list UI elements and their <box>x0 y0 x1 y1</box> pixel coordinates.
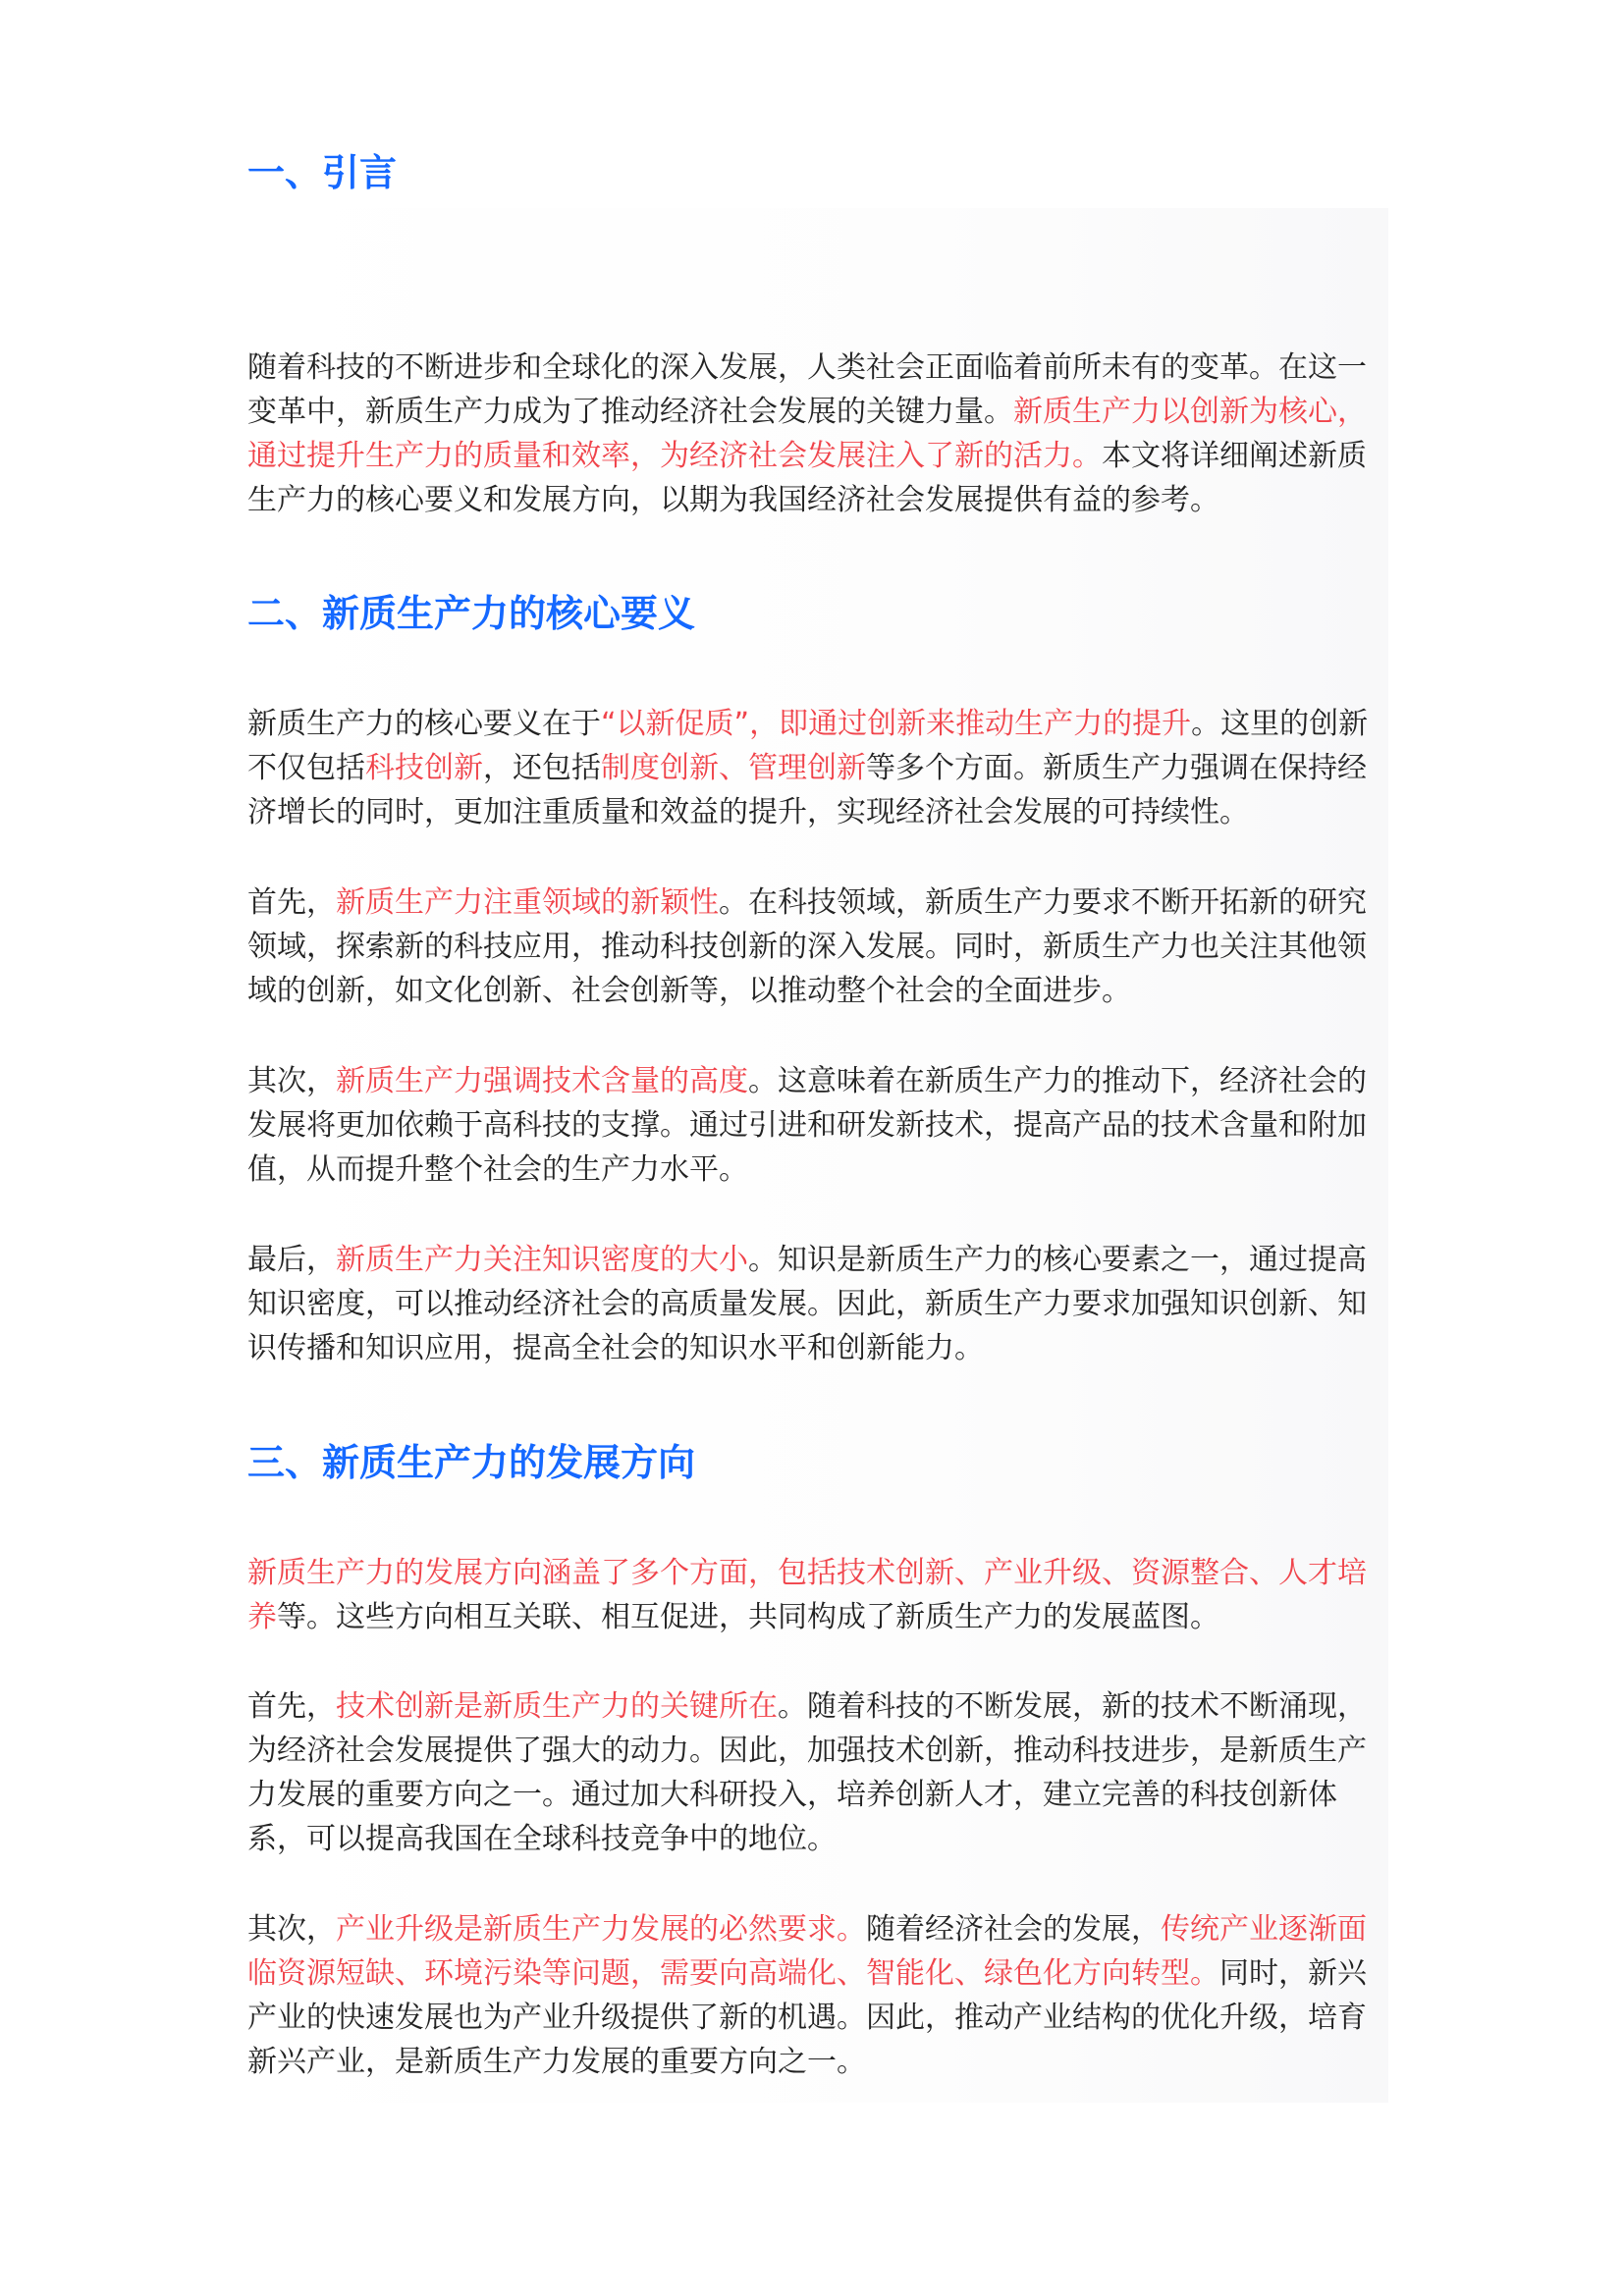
body-text: 本文将详细阐述新质生产力的核心要义和发展方向，以期为我国经济社会发展提供有益的参考。 <box>247 439 1367 517</box>
highlighted-text: 制度创新、管理创新 <box>601 751 866 785</box>
body-text: 。知识是新质生产力的核心要素之一，通过提高知识密度，可以推动经济社会的高质量发展。因此，新质生产力要求加强知识创新、知识传播和知识应用，提高全社会的知识水平和创新能力。 <box>247 1243 1367 1365</box>
body-text: 首先， <box>247 1689 336 1724</box>
paragraph <box>247 346 1386 522</box>
paragraph <box>247 702 1386 834</box>
highlighted-text: 新质生产力以创新为核心，通过提升生产力的质量和效率，为经济社会发展注入了新的活力。 <box>247 395 1367 473</box>
highlighted-text: “以新促质”，即通过创新来推动生产力的提升 <box>601 707 1192 741</box>
body-text: 等多个方面。新质生产力强调在保持经济增长的同时，更加注重质量和效益的提升，实现经济社会发展的可持续性。 <box>247 751 1367 829</box>
body-text: 随着科技的不断进步和全球化的深入发展，人类社会正面临着前所未有的变革。在这一变革中，新质生产力成为了推动经济社会发展的关键力量。 <box>247 350 1367 429</box>
highlighted-text: 新质生产力的发展方向涵盖了多个方面，包括技术创新、产业升级、资源整合、人才培养 <box>247 1556 1367 1634</box>
section-heading-development-direction <box>247 1438 1386 1487</box>
section-heading: 一、引言 <box>247 151 398 194</box>
body-text: 首先， <box>247 885 336 920</box>
paragraph <box>247 1238 1386 1370</box>
paragraph <box>247 1684 1386 1861</box>
body-text: 等。这些方向相互关联、相互促进，共同构成了新质生产力的发展蓝图。 <box>277 1600 1219 1634</box>
highlighted-text: 新质生产力强调技术含量的高度 <box>336 1064 748 1098</box>
highlighted-text: 科技创新 <box>365 751 483 785</box>
body-text: 。这意味着在新质生产力的推动下，经济社会的发展将更加依赖于高科技的支撑。通过引进和研发新技术，提高产品的技术含量和附加值，从而提升整个社会的生产力水平。 <box>247 1064 1367 1187</box>
paragraph <box>247 881 1386 1013</box>
body-text: ，还包括 <box>483 751 601 785</box>
body-text: 。这里的创新不仅包括 <box>247 707 1369 785</box>
paragraph <box>247 1551 1386 1639</box>
highlighted-text: 产业升级是新质生产力发展的必然要求。 <box>336 1912 866 1947</box>
body-text: 其次， <box>247 1064 336 1098</box>
section-heading-core-meaning <box>247 589 1386 638</box>
body-text: 其次， <box>247 1912 336 1947</box>
body-text: 。在科技领域，新质生产力要求不断开拓新的研究领域，探索新的科技应用，推动科技创新的深入发展。同时，新质生产力也关注其他领域的创新，如文化创新、社会创新等，以推动整个社会的全面进步。 <box>247 885 1367 1008</box>
paragraph <box>247 1907 1386 2084</box>
highlighted-text: 技术创新是新质生产力的关键所在 <box>336 1689 778 1724</box>
body-text: 最后， <box>247 1243 336 1277</box>
highlighted-text: 传统产业逐渐面临资源短缺、环境污染等问题，需要向高端化、智能化、绿色化方向转型。 <box>247 1912 1367 1991</box>
highlighted-text: 新质生产力注重领域的新颖性 <box>336 885 719 920</box>
section-heading: 二、新质生产力的核心要义 <box>247 592 696 635</box>
paragraph <box>247 1059 1386 1192</box>
body-text: 同时，新兴产业的快速发展也为产业升级提供了新的机遇。因此，推动产业结构的优化升级，培育新兴产业，是新质生产力发展的重要方向之一。 <box>247 1956 1367 2079</box>
highlighted-text: 新质生产力关注知识密度的大小 <box>336 1243 748 1277</box>
body-text: 随着经济社会的发展， <box>866 1912 1161 1947</box>
section-heading-intro <box>247 148 1386 197</box>
body-text: 。随着科技的不断发展，新的技术不断涌现，为经济社会发展提供了强大的动力。因此，加强技术创新，推动科技进步，是新质生产力发展的重要方向之一。通过加大科研投入，培养创新人才，建立完善的科技创新体系，可以提高我国在全球科技竞争中的地位。 <box>247 1689 1367 1856</box>
body-text: 新质生产力的核心要义在于 <box>247 707 601 741</box>
section-heading: 三、新质生产力的发展方向 <box>247 1441 696 1484</box>
